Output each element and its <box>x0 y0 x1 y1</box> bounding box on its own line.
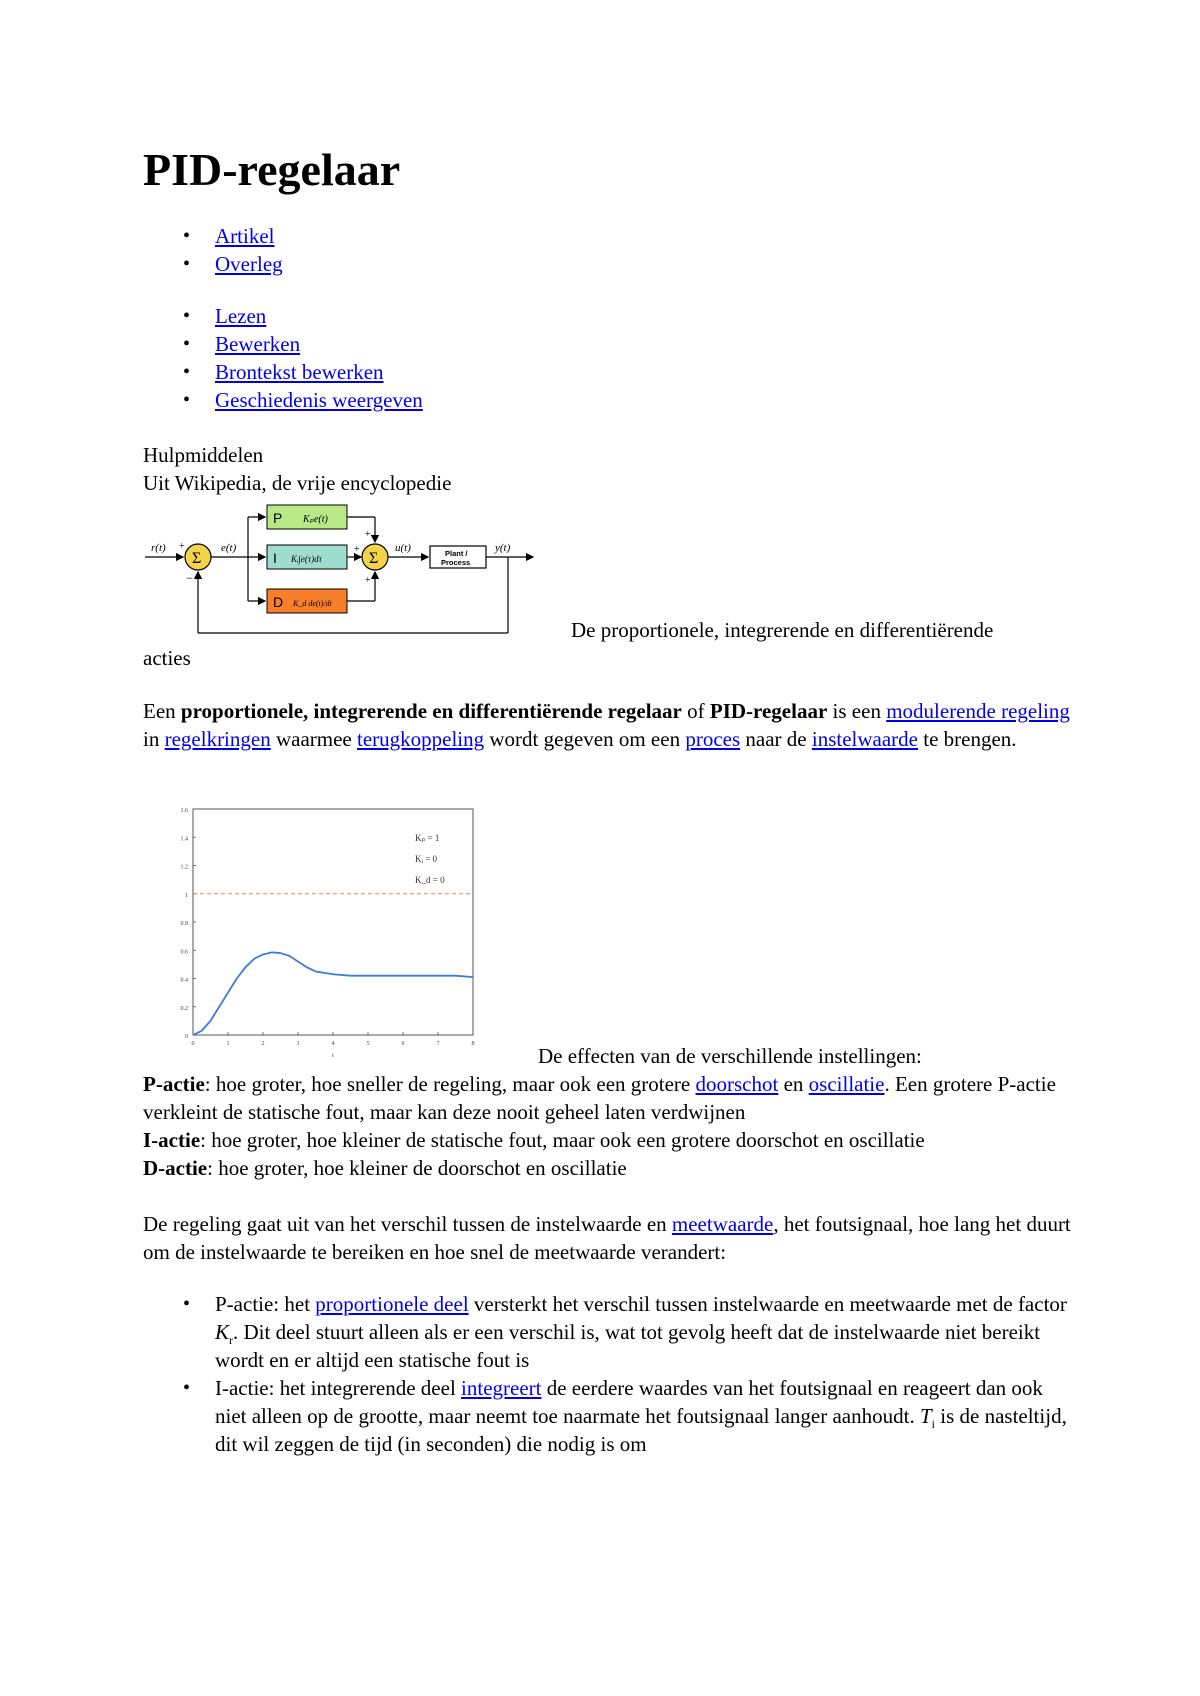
intro-bold-term: proportionele, integrerende en differentiërende regelaar <box>180 699 682 723</box>
x-tick-label: 2 <box>261 1041 265 1047</box>
effect-i-label: I-actie <box>143 1128 201 1152</box>
effect-p-text-3: . Een grotere P-actie verkleint de statische fout, maar kan deze nooit geheel laten verdwijnen <box>143 1072 1056 1124</box>
tab-geschiedenis <box>215 386 1073 414</box>
link-meetwaarde[interactable]: meetwaarde <box>671 1212 774 1236</box>
tab-artikel <box>215 222 1073 250</box>
list-item-i-actie <box>215 1374 1073 1458</box>
link-doorschot[interactable]: doorschot <box>695 1072 779 1096</box>
b2-subscript: i <box>931 1417 935 1432</box>
effect-d <box>143 1154 1073 1182</box>
p-term: Kₚe(t) <box>303 514 328 525</box>
diagram-input-label: r(t) <box>151 542 166 554</box>
legend-entry: Kₚ = 1 <box>415 833 440 843</box>
intro-text-5: waarmee <box>270 727 357 751</box>
para2-text-2: , het foutsignaal, hoe lang het duurt om de instelwaarde te bereiken en hoe snel de meetwaarde verandert: <box>143 1212 1071 1264</box>
link-terugkoppeling[interactable]: terugkoppeling <box>357 727 485 751</box>
intro-paragraph <box>143 697 1073 753</box>
pid-diagram <box>143 497 538 644</box>
effect-d-label: D-actie <box>143 1156 208 1180</box>
link-proces[interactable]: proces <box>685 727 741 751</box>
b1-text-1: P-actie: het <box>215 1292 316 1316</box>
intro-text-4: in <box>143 727 165 751</box>
d-letter: D <box>273 594 284 610</box>
action-tabs <box>143 302 1073 414</box>
b1-text-2: versterkt het verschil tussen instelwaarde en meetwaarde met de factor <box>468 1292 1067 1316</box>
i-term: Kᵢ∫e(τ)dτ <box>291 554 322 564</box>
response-chart <box>143 803 505 1070</box>
intro-text-2: of <box>681 699 710 723</box>
sum1-plus: + <box>179 541 185 552</box>
sum2-plus-bottom: + <box>365 575 371 586</box>
figure2-caption: De effecten van de verschillende instellingen: <box>538 1044 922 1068</box>
link-proportionele-deel[interactable]: proportionele deel <box>315 1292 469 1316</box>
legend-entry: Kᵢ = 0 <box>415 854 438 864</box>
diagram-control-label: u(t) <box>395 542 411 554</box>
figure1-caption-a: De proportionele, integrerende en differentiërende <box>571 618 994 642</box>
b2-text-3: is de nasteltijd, dit wil zeggen de tijd (in seconden) die nodig is om <box>215 1404 1067 1456</box>
b2-symbol: T <box>919 1404 932 1428</box>
tagline: Uit Wikipedia, de vrije encyclopedie <box>143 471 452 495</box>
y-tick-label: 0.4 <box>180 977 188 984</box>
para2-text-1: De regeling gaat uit van het verschil tussen de instelwaarde en <box>143 1212 672 1236</box>
y-tick-label: 1.2 <box>180 864 188 871</box>
pid-diagram-figure <box>143 497 1073 672</box>
b2-text-1: I-actie: het integrerende deel <box>215 1376 462 1400</box>
effect-d-text: : hoe groter, hoe kleiner de doorschot en oscillatie <box>207 1156 627 1180</box>
intro-text-6: wordt gegeven om een <box>484 727 686 751</box>
sum1-minus: − <box>186 571 193 585</box>
x-tick-label: 3 <box>296 1041 300 1047</box>
tab-brontekst <box>215 358 1073 386</box>
intro-text-1: Een <box>143 699 181 723</box>
y-tick-label: 1.4 <box>180 836 188 843</box>
link-integreert[interactable]: integreert <box>461 1376 542 1400</box>
tab-bewerken-link[interactable]: Bewerken <box>215 332 301 356</box>
tab-overleg <box>215 250 1073 278</box>
diagram-output-label: y(t) <box>495 542 511 554</box>
regeling-paragraph <box>143 1210 1073 1266</box>
action-list <box>143 1290 1073 1458</box>
sum2-plus-left: + <box>354 544 360 555</box>
x-tick-label: 4 <box>331 1041 335 1047</box>
effect-i-text: : hoe groter, hoe kleiner de statische fout, maar ook een grotere doorschot en oscillatie <box>200 1128 925 1152</box>
p-letter: P <box>273 510 283 526</box>
sum-symbol-1: Σ <box>192 550 202 567</box>
i-letter: I <box>273 550 277 566</box>
article <box>143 140 1073 1458</box>
intro-text-7: naar de <box>740 727 812 751</box>
x-tick-label: 8 <box>471 1041 475 1047</box>
y-tick-label: 0.8 <box>180 921 188 927</box>
y-tick-label: 0.2 <box>180 1005 188 1012</box>
x-tick-label: 7 <box>436 1041 440 1047</box>
effect-p-text-1: : hoe groter, hoe sneller de regeling, maar ook een grotere <box>204 1072 696 1096</box>
tab-bewerken <box>215 330 1073 358</box>
tab-brontekst-link[interactable]: Brontekst bewerken <box>215 360 384 384</box>
x-axis-label: t <box>332 1053 334 1059</box>
legend-entry: K_d = 0 <box>415 875 445 885</box>
b1-text-3: . Dit deel stuurt alleen als er een verschil is, wat tot gevolg heeft dat de instelwaarde niet bereikt wordt en er altijd een statische fout is <box>215 1320 1041 1372</box>
namespace-tabs <box>143 222 1073 278</box>
tab-lezen-link[interactable]: Lezen <box>215 304 267 328</box>
tools-label: Hulpmiddelen <box>143 443 264 467</box>
effects-block <box>143 1070 1073 1182</box>
tab-geschiedenis-link[interactable]: Geschiedenis weergeven <box>215 388 423 412</box>
x-tick-label: 0 <box>191 1041 195 1047</box>
b2-text-2: de eerdere waardes van het foutsignaal en reageert dan ook niet alleen op de grootte, maar neemt toe naarmate het foutsignaal langer aanhoudt. <box>215 1376 1043 1428</box>
intro-bold-abbr: PID-regelaar <box>709 699 828 723</box>
effect-p <box>143 1070 1073 1126</box>
link-oscillatie[interactable]: oscillatie <box>808 1072 885 1096</box>
b1-symbol: K <box>215 1320 230 1344</box>
effect-i <box>143 1126 1073 1154</box>
plant-line2: Process <box>441 558 471 567</box>
link-instelwaarde[interactable]: instelwaarde <box>811 727 918 751</box>
effect-p-label: P-actie <box>143 1072 205 1096</box>
b1-subscript: r <box>229 1333 234 1348</box>
y-tick-label: 1 <box>185 892 188 899</box>
plant-line1: Plant / <box>445 549 468 558</box>
effect-p-text-2: en <box>778 1072 809 1096</box>
sum2-plus-top: + <box>365 529 371 540</box>
link-modulerende-regeling[interactable]: modulerende regeling <box>886 699 1070 723</box>
y-tick-label: 1.6 <box>180 808 188 814</box>
diagram-error-label: e(t) <box>221 542 237 554</box>
x-tick-label: 5 <box>366 1041 370 1047</box>
y-tick-label: 0 <box>185 1034 188 1040</box>
page-title: PID-regelaar <box>143 144 401 195</box>
tab-lezen <box>215 302 1073 330</box>
response-chart-figure <box>143 803 1073 1070</box>
d-term: K_d de(t)/dt <box>293 599 332 608</box>
tab-overleg-link[interactable]: Overleg <box>215 252 283 276</box>
list-item-p-actie <box>215 1290 1073 1374</box>
intro-text-8: te brengen. <box>917 727 1017 751</box>
link-regelkringen[interactable]: regelkringen <box>164 727 271 751</box>
intro-text-3: is een <box>827 699 887 723</box>
figure1-caption-b: acties <box>143 646 191 670</box>
tab-artikel-link[interactable]: Artikel <box>215 224 275 248</box>
x-tick-label: 6 <box>401 1041 405 1047</box>
y-tick-label: 0.6 <box>180 949 188 956</box>
x-tick-label: 1 <box>226 1041 230 1047</box>
sum-symbol-2: Σ <box>369 550 379 567</box>
